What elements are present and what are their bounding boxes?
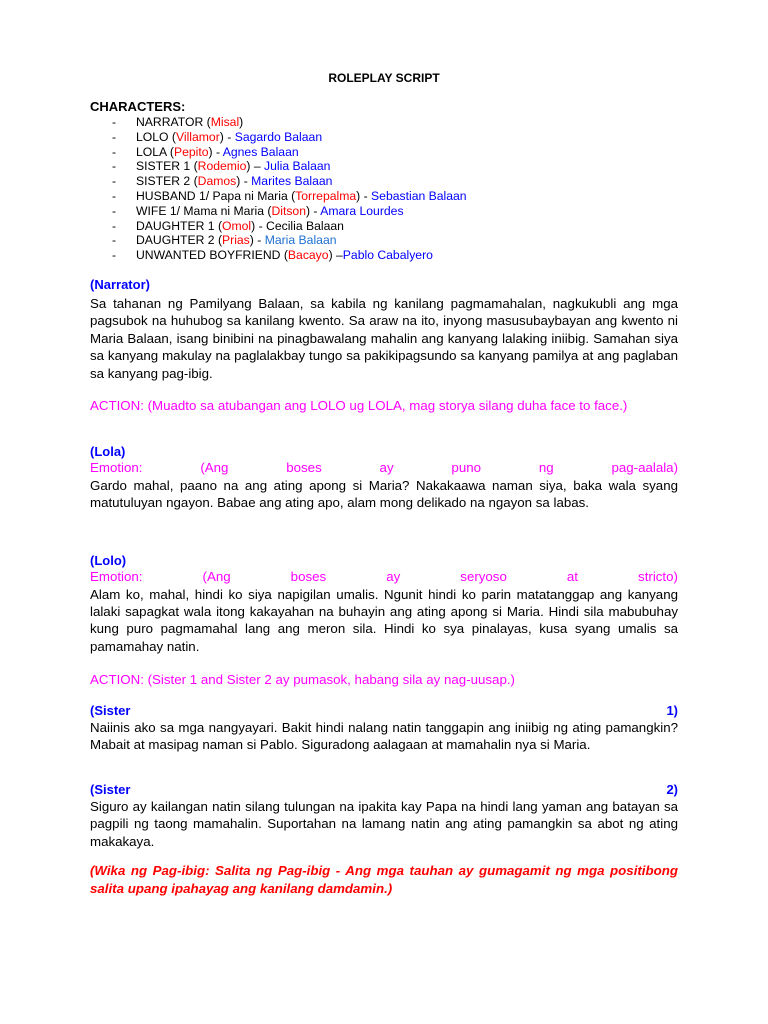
speaker-label: (Lola)	[90, 444, 126, 459]
cast-item: - SISTER 2 (Damos) - Marites Balaan	[112, 174, 333, 189]
dialogue-text: Alam ko, mahal, hindi ko siya napigilan umalis. Ngunit hindi ko parin matatanggap ang kanyang lalaki sapagkat wala itong kakayahan na buhayin ang ating apong si Maria. Hindi sila mabubuhay kung puro pagmamahal lang ang meron sila. Hindi ko sya pinalayas, kusa syang umalis sa pamamahay natin.	[90, 586, 678, 654]
cast-student: Ditson	[271, 203, 306, 218]
cast-role: HUSBAND 1/ Papa ni Maria (	[136, 188, 296, 203]
cast-character-name: Julia Balaan	[264, 159, 331, 174]
narrator-section	[90, 277, 678, 382]
cast-role: DAUGHTER 2 (	[136, 233, 222, 248]
sister1-section	[90, 703, 678, 754]
stage-direction: ACTION: (Sister 1 and Sister 2 ay pumasok, habang sila ay nag-uusap.)	[90, 672, 515, 687]
cast-role: UNWANTED BOYFRIEND (	[136, 248, 288, 263]
cast-character-name: Amara Lourdes	[320, 203, 404, 218]
cast-role: SISTER 1 (	[136, 159, 198, 174]
speaker-label: (Lolo)	[90, 553, 127, 568]
cast-character-name: Agnes Balaan	[222, 144, 299, 159]
speaker-label: (Sister 2)	[90, 782, 678, 797]
lola-section	[90, 444, 678, 511]
language-note: (Wika ng Pag-ibig: Salita ng Pag-ibig - Ang mga tauhan ay gumagamit ng mga positibong salita upang ipahayag ang kanilang damdamin.)	[90, 863, 678, 896]
cast-role: LOLA (	[136, 144, 174, 159]
cast-student: Rodemio	[197, 159, 247, 174]
cast-item: - NARRATOR (Misal)	[112, 115, 244, 129]
cast-student: Omol	[222, 218, 252, 233]
cast-item: - LOLO (Villamor) - Sagardo Balaan	[112, 129, 323, 144]
cast-student: Villamor	[175, 129, 220, 144]
lolo-section	[90, 553, 678, 655]
speaker-label: (Sister 1)	[90, 703, 678, 718]
dialogue-text: Siguro ay kailangan natin silang tulungan na ipakita kay Papa na hindi lang yaman ang batayan sa pagpili ng taong mamahalin. Suportahan na lamang natin ang ating pamangkin sa abot ng ating makakaya.	[90, 799, 678, 849]
sister2-section	[90, 782, 678, 850]
cast-item: - WIFE 1/ Mama ni Maria (Ditson) - Amara Lourdes	[112, 203, 404, 218]
characters-heading: CHARACTERS:	[90, 99, 186, 114]
cast-item: - HUSBAND 1/ Papa ni Maria (Torrepalma) - Sebastian Balaan	[112, 188, 467, 203]
cast-item: - UNWANTED BOYFRIEND (Bacayo) –Pablo Cabalyero	[112, 248, 433, 263]
cast-item: - DAUGHTER 1 (Omol) - Cecilia Balaan	[112, 218, 344, 233]
cast-student: Bacayo	[287, 248, 329, 263]
cast-character-name: Maria Balaan	[264, 233, 337, 248]
cast-role: NARRATOR (	[136, 115, 211, 129]
cast-student: Misal	[210, 115, 240, 129]
cast-role: WIFE 1/ Mama ni Maria (	[136, 203, 272, 218]
emotion-line: Emotion: (Ang boses ay puno ng pag-aalala)	[90, 460, 678, 475]
cast-character-name: Pablo Cabalyero	[342, 248, 433, 263]
dialogue-text: Naiinis ako sa mga nangyayari. Bakit hindi nalang natin tanggapin ang iniibig ng ating pamangkin? Mabait at masipag naman si Pablo. Siguradong aalagaan at mamahalin nya si Maria.	[90, 720, 678, 753]
document-title: ROLEPLAY SCRIPT	[328, 71, 440, 85]
cast-role: LOLO (	[136, 129, 176, 144]
cast-character-name: Cecilia Balaan	[266, 218, 344, 233]
cast-role: SISTER 2 (	[136, 174, 198, 189]
cast-list	[90, 115, 467, 263]
stage-direction: ACTION: (Muadto sa atubangan ang LOLO ug LOLA, mag storya silang duha face to face.)	[90, 398, 628, 413]
cast-student: Torrepalma	[295, 188, 357, 203]
speaker-label: (Narrator)	[90, 277, 150, 292]
cast-character-name: Marites Balaan	[251, 174, 333, 189]
cast-character-name: Sagardo Balaan	[234, 129, 323, 144]
cast-role: DAUGHTER 1 (	[136, 218, 222, 233]
cast-item: - DAUGHTER 2 (Prias) - Maria Balaan	[112, 233, 337, 248]
cast-student: Pepito	[173, 144, 209, 159]
cast-item: - SISTER 1 (Rodemio) – Julia Balaan	[112, 159, 331, 174]
cast-student: Damos	[197, 174, 237, 189]
emotion-line: Emotion: (Ang boses ay seryoso at stricto)	[90, 569, 678, 584]
dialogue-text: Gardo mahal, paano na ang ating apong si Maria? Nakakaawa naman siya, baka wala syang matutuluyan ngayon. Babae ang ating apo, alam mong delikado na ngayon sa labas.	[90, 477, 678, 510]
cast-item: - LOLA (Pepito) - Agnes Balaan	[112, 144, 299, 159]
cast-student: Prias	[222, 233, 250, 248]
dialogue-text: Sa tahanan ng Pamilyang Balaan, sa kabila ng kanilang pagmamahalan, nagkukubli ang mga pagsubok na huhubog sa kanilang kwento. Sa araw na ito, inyong masusubaybayan ang kwento ni Maria Balaan, isang binibini na pinagbawalang mahalin ang kanyang lalaking iniibig. Samahan siya sa kanyang makulay na paglalakbay tungo sa pakikipagsundo sa kanyang pamilya at ang paglaban sa kanyang pag-ibig.	[90, 296, 678, 381]
cast-character-name: Sebastian Balaan	[371, 188, 467, 203]
